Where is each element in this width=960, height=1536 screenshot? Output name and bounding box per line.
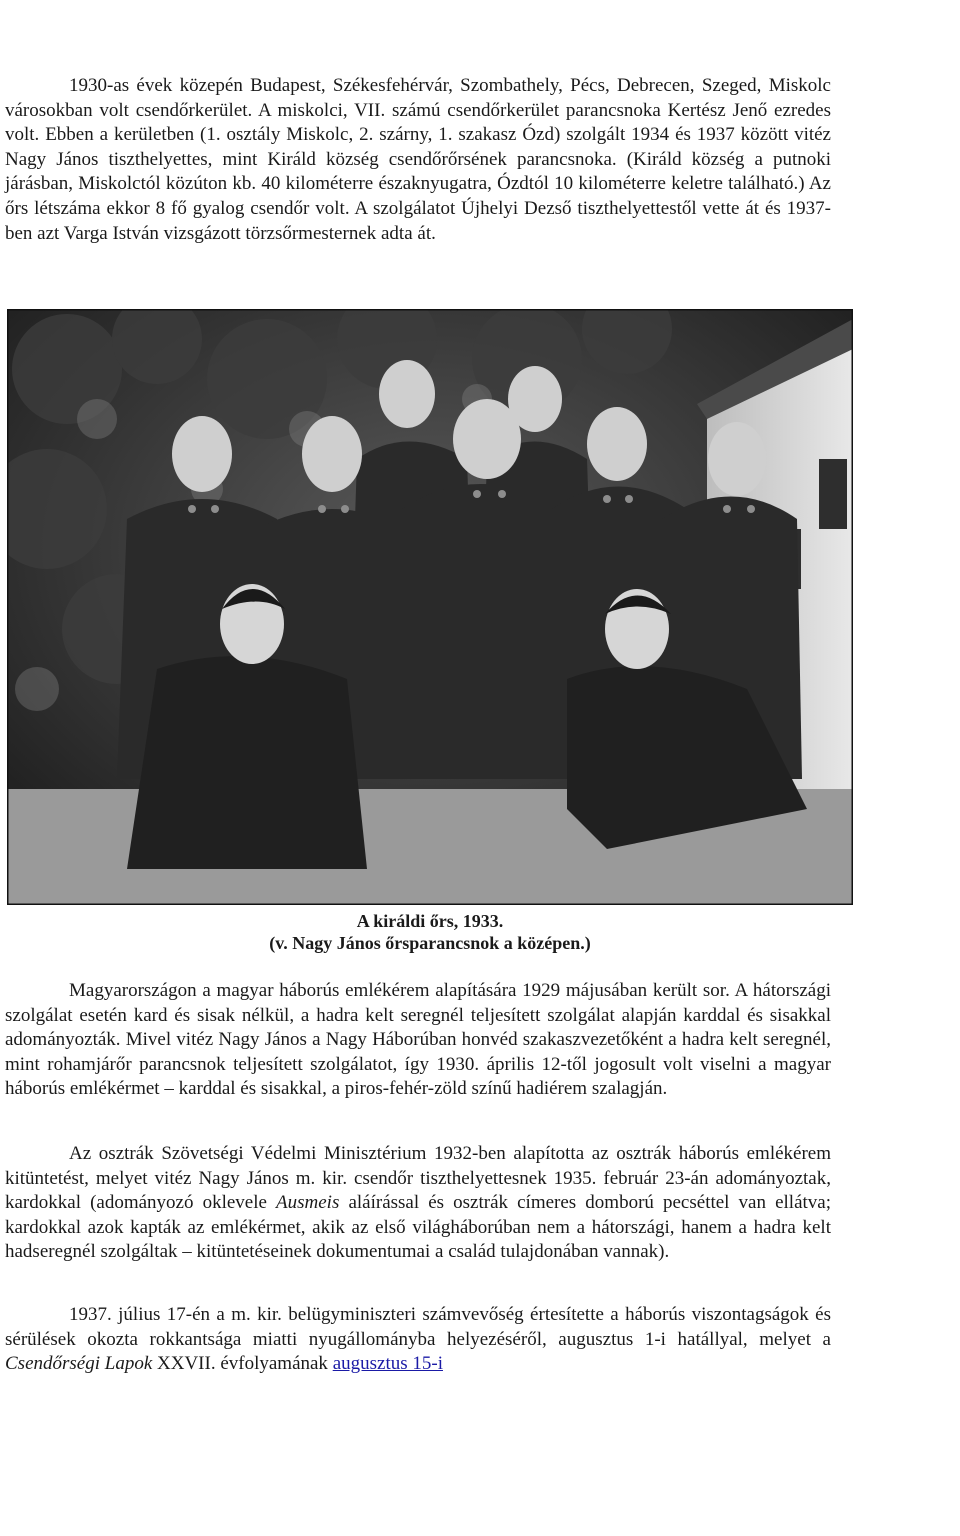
paragraph-retirement-text-2: XXVII. évfolyamának [152, 1353, 333, 1375]
paragraph-war-medal: Magyarországon a magyar háborús emlékérem alapítására 1929 májusában került sor. A hátországi szolgálat esetén kard és sisak nélkül, a hadra kelt seregnél teljesített szolgálat alapján karddal és sisakkal adományozták. Mivel vitéz Nagy János a Nagy Háborúban honvéd szakaszvezetőként a hadra kelt seregnél, mint rohamjárőr parancsnok teljesített szolgálatot, így 1930. április 12-től jogosult volt viselni a magyar háborús emlékérmet – karddal és sisakkal, a piros-fehér-zöld színű hadiérem szalagján. [5, 980, 831, 1100]
group-photo-illustration [7, 309, 853, 905]
paragraph-retirement-text-1: 1937. július 17-én a m. kir. belügyminiszteri számvevőség értesítette a háborús viszontagságok és sérülések okozta rokkantsága miatti nyugállományba helyezéséről, augusztus 1-i hatállyal, melyet a [5, 1304, 831, 1350]
signature-name: Ausmeis [276, 1192, 340, 1214]
paragraph-retirement [5, 1303, 831, 1377]
photo-caption-title: A királdi őrs, 1933. [356, 911, 504, 931]
paragraph-austrian-medal [5, 1142, 831, 1265]
paragraph-austrian-medal-text-1: Az osztrák Szövetségi Védelmi Minisztérium 1932-ben alapította az osztrák háborús emlékérem kitüntetést, melyet vitéz Nagy János m. kir. csendőr tiszthelyettesnek 1935. február 23-án adományoztak, kardokkal (adományozó oklevele [5, 1143, 831, 1214]
photo-caption-note: (v. Nagy János őrsparancsnok a középen.) [269, 933, 591, 953]
paragraph-kirald-post: 1930-as évek közepén Budapest, Székesfehérvár, Szombathely, Pécs, Debrecen, Szeged, Miskolc városokban volt csendőrkerület. A miskolci, VII. számú csendőrkerület parancsnoka Kertész Jenő ezredes volt. Ebben a kerületben (1. osztály Miskolc, 2. szárny, 1. szakasz Ózd) szolgált 1934 és 1937 között vitéz Nagy János tiszthelyettes, mint Királd község csendőrőrsének parancsnoka. (Királd község a putnoki járásban, Miskolctól közúton kb. 40 kilométerre északnyugatra, Ózdtól 10 kilométerre keletre található.) Az őrs létszáma ekkor 8 fő gyalog csendőr volt. A szolgálatot Újhelyi Dezső tiszthelyettestől vette át és 1937-ben azt Varga István vizsgázott törzsőrmesternek adta át. [5, 75, 831, 244]
group-photo [7, 309, 853, 905]
issue-link[interactable]: augusztus 15-i [332, 1353, 443, 1375]
paragraph-austrian-medal-text-2: aláírással és osztrák címeres domború pecséttel van ellátva; kardokkal azok kapták az emlékérmet, akik az első világháborúban nem a hátországi, hanem a hadra kelt hadseregnél szolgáltak – kitüntetéseinek dokumentumai a család tulajdonában vannak). [5, 1192, 832, 1263]
publication-title: Csendőrségi Lapok [5, 1353, 153, 1375]
